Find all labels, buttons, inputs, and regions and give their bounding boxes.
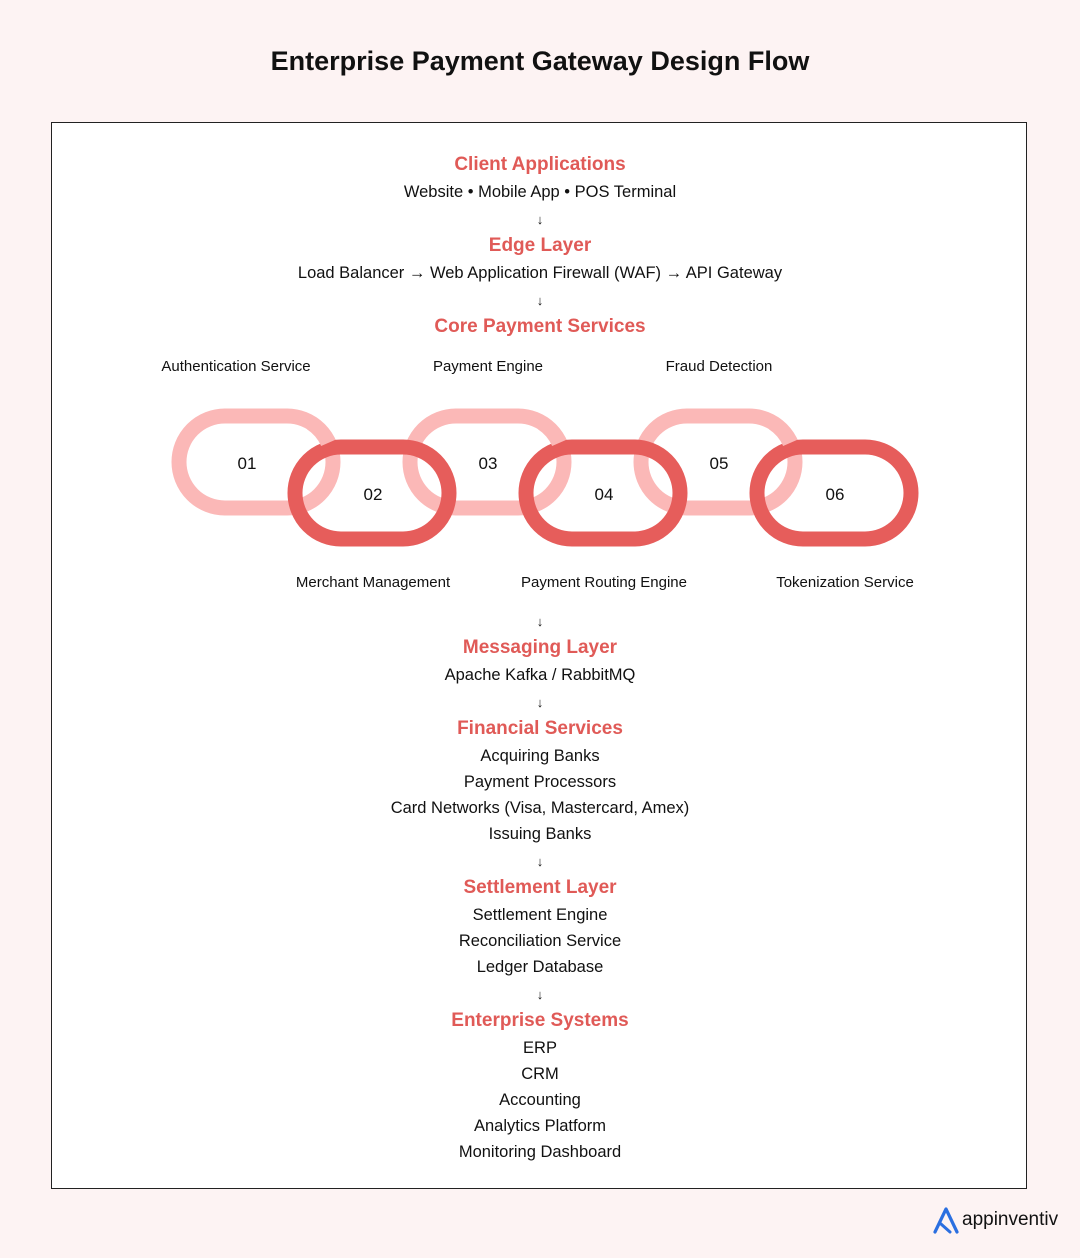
settlement-line-reconciliation: Reconciliation Service [458,932,622,950]
settlement-line-engine: Settlement Engine [472,906,608,924]
financial-line-issuing-banks: Issuing Banks [488,825,592,843]
financial-line-acquiring-banks: Acquiring Banks [480,747,600,765]
enterprise-line-analytics: Analytics Platform [473,1117,607,1135]
service-label-authentication: Authentication Service [161,358,311,375]
down-arrow-icon: ↓ [536,614,544,629]
service-chain-diagram [52,123,1028,603]
down-arrow-icon: ↓ [536,212,544,227]
ring-number-01: 01 [237,454,257,473]
down-arrow-icon: ↓ [536,987,544,1002]
enterprise-line-monitoring: Monitoring Dashboard [458,1143,622,1161]
core-services-heading: Core Payment Services [434,316,646,337]
enterprise-systems-heading: Enterprise Systems [451,1010,629,1031]
ring-number-03: 03 [478,454,498,473]
enterprise-line-crm: CRM [521,1065,559,1083]
settlement-layer-heading: Settlement Layer [463,877,617,898]
ring-number-02: 02 [363,485,383,504]
service-label-fraud-detection: Fraud Detection [665,358,773,375]
edge-layer-heading: Edge Layer [488,235,592,256]
messaging-layer-line: Apache Kafka / RabbitMQ [444,666,636,684]
enterprise-line-erp: ERP [523,1039,557,1057]
client-applications-heading: Client Applications [454,154,626,175]
financial-line-card-networks: Card Networks (Visa, Mastercard, Amex) [390,799,690,817]
ring-number-06: 06 [825,485,845,504]
brand-logo [932,1205,1058,1235]
down-arrow-icon: ↓ [536,695,544,710]
client-applications-line: Website • Mobile App • POS Terminal [403,183,677,201]
down-arrow-icon: ↓ [536,293,544,308]
ring-05-overlap [773,423,790,443]
messaging-layer-heading: Messaging Layer [462,637,618,658]
edge-layer-line: Load Balancer → Web Application Firewall (WAF) → API Gateway [297,264,783,282]
settlement-line-ledger: Ledger Database [476,958,604,976]
service-label-payment-routing: Payment Routing Engine [521,574,687,591]
ring-01-overlap [311,423,328,443]
service-label-tokenization: Tokenization Service [776,574,914,591]
enterprise-line-accounting: Accounting [499,1091,581,1109]
ring-03-overlap [542,423,559,443]
ring-number-04: 04 [594,485,614,504]
financial-services-heading: Financial Services [457,718,623,739]
service-label-merchant-management: Merchant Management [295,574,451,591]
financial-line-payment-processors: Payment Processors [463,773,617,791]
brand-name: appinventiv [962,1209,1059,1230]
diagram-frame [51,122,1027,1189]
down-arrow-icon: ↓ [536,854,544,869]
appinventiv-logo-icon [932,1206,960,1234]
page-title: Enterprise Payment Gateway Design Flow [270,46,810,76]
ring-number-05: 05 [709,454,729,473]
service-label-payment-engine: Payment Engine [432,358,544,375]
